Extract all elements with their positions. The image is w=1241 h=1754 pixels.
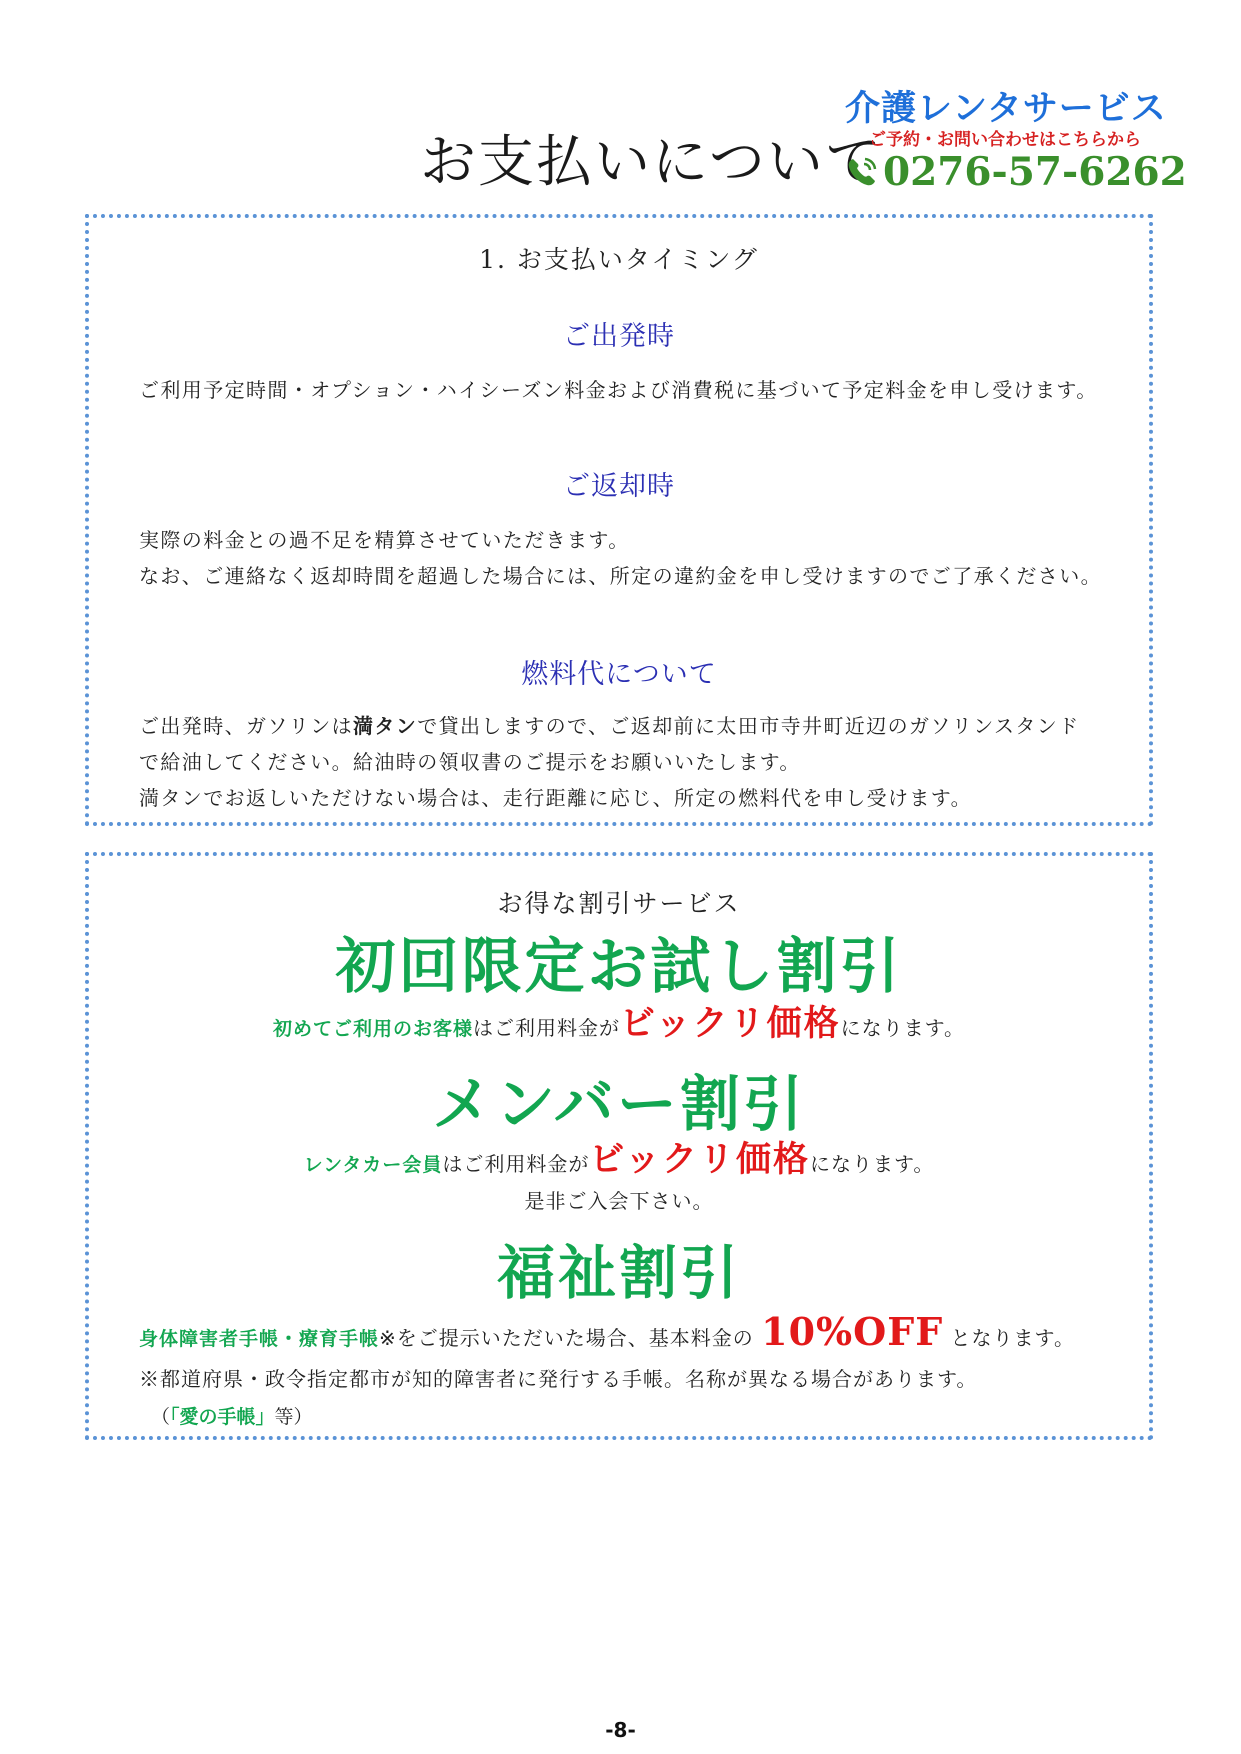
welfare-discount-heading: 福祉割引 xyxy=(496,1239,741,1307)
fuel-full-tank: 満タン xyxy=(353,714,418,738)
member-mid: はご利用料金が xyxy=(442,1152,590,1176)
welfare-example-open: （ xyxy=(151,1406,171,1428)
first-time-end: になります。 xyxy=(840,1016,966,1040)
phone-icon xyxy=(845,155,879,189)
first-time-mid: はご利用料金が xyxy=(473,1016,620,1040)
return-text-line2: なお、ご連絡なく返却時間を超過した場合には、所定の違約金を申し受けますのでご了承ください。 xyxy=(139,564,1102,588)
discount-box xyxy=(85,852,1153,1440)
welfare-example-name: 「愛の手帳」 xyxy=(170,1406,275,1428)
payment-timing-box xyxy=(85,214,1153,826)
return-text xyxy=(139,522,1102,594)
welfare-target: 身体障害者手帳・療育手帳 xyxy=(139,1328,380,1350)
member-end: になります。 xyxy=(809,1152,935,1176)
fuel-text-line2: で給油してください。給油時の領収書のご提示をお願いいたします。 xyxy=(139,750,801,774)
phone-number[interactable]: 0276-57-6262 xyxy=(883,149,1187,195)
first-time-discount-heading: 初回限定お試し割引 xyxy=(335,932,903,1002)
first-time-discount-line xyxy=(89,1000,1149,1053)
fuel-text-line1 xyxy=(139,708,1080,744)
brand-name: 介護レンタサービス xyxy=(845,89,1167,129)
welfare-discount-line xyxy=(139,1308,1075,1363)
member-discount-line xyxy=(89,1136,1149,1189)
fuel-line1-a: ご出発時、ガソリンは xyxy=(139,714,353,738)
fuel-text xyxy=(139,708,1080,816)
discount-title: お得な割引サービス xyxy=(497,889,741,918)
brand-block xyxy=(845,88,1187,195)
first-time-highlight: ビックリ価格 xyxy=(620,1004,841,1044)
member-note: 是非ご入会下さい。 xyxy=(524,1189,714,1213)
brand-phone[interactable] xyxy=(845,150,1187,194)
welfare-end: となります。 xyxy=(950,1326,1075,1350)
fuel-text-line3: 満タンでお返しいただけない場合は、走行距離に応じ、所定の燃料代を申し受けます。 xyxy=(139,786,972,810)
departure-text: ご利用予定時間・オプション・ハイシーズン料金および消費税に基づいて予定料金を申し受けます。 xyxy=(139,378,1098,402)
departure-title: ご出発時 xyxy=(563,321,675,352)
welfare-example xyxy=(151,1402,313,1432)
first-time-target: 初めてご利用のお客様 xyxy=(272,1018,473,1040)
page-title: お支払いについて xyxy=(420,130,883,195)
member-discount-heading: メンバー割引 xyxy=(432,1070,806,1140)
return-title: ご返却時 xyxy=(563,471,675,502)
member-highlight: ビックリ価格 xyxy=(589,1140,810,1180)
return-text-line1: 実際の料金との過不足を精算させていただきます。 xyxy=(139,528,630,552)
welfare-mid: ※をご提示いただいた場合、基本料金の xyxy=(379,1326,754,1350)
brand-contact-note: ご予約・お問い合わせはこちらから xyxy=(869,130,1141,150)
welfare-example-close: 等） xyxy=(274,1406,313,1428)
payment-timing-title: 1. お支払いタイミング xyxy=(479,245,759,274)
welfare-highlight: 10%OFF xyxy=(761,1309,944,1354)
page-number: -8- xyxy=(605,1718,636,1742)
welfare-note: ※都道府県・政令指定都市が知的障害者に発行する手帳。名称が異なる場合があります。 xyxy=(139,1367,978,1391)
fuel-title: 燃料代について xyxy=(521,659,717,690)
fuel-line1-c: で貸出しますので、ご返却前に太田市寺井町近辺のガソリンスタンド xyxy=(417,714,1080,738)
member-target: レンタカー会員 xyxy=(303,1154,443,1176)
